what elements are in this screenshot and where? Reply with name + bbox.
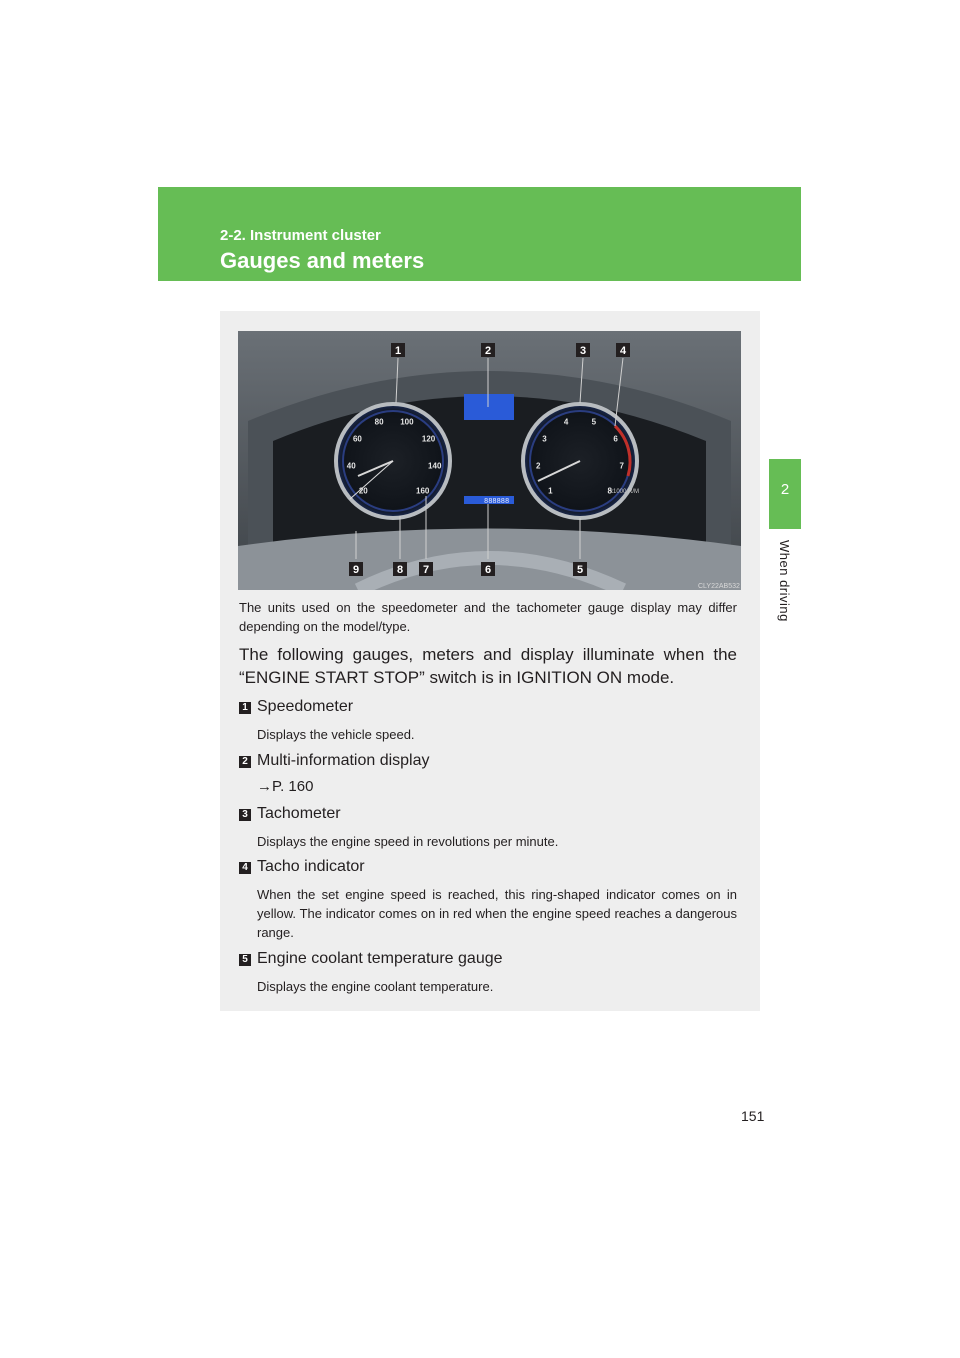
item-description: Displays the engine coolant temperature. [257, 979, 494, 994]
image-code: CLY22AB532 [698, 583, 740, 590]
tachometer-tick-label: 7 [619, 461, 624, 471]
speedometer-tick-label: 60 [352, 434, 362, 444]
page-number: 151 [741, 1108, 765, 1124]
instrument-cluster-figure [238, 331, 741, 590]
item-number-marker: 1 [239, 702, 251, 714]
tachometer-tick-label: 6 [613, 434, 618, 444]
odometer-readout: 888888 [484, 498, 510, 506]
item-label: Tacho indicator [257, 858, 365, 875]
item-description: When the set engine speed is reached, this ring-shaped indicator comes on in yellow. The indicator comes on in red when the engine speed reaches a dangerous range. [257, 887, 737, 940]
callout-number: 1 [394, 345, 402, 357]
speedometer-tick-label: 100 [400, 417, 414, 427]
callout-number: 7 [422, 564, 430, 576]
intro-paragraph: The following gauges, meters and display illuminate when the “ENGINE START STOP” switch is in IGNITION ON mode. [239, 645, 737, 687]
item-label: Speedometer [257, 698, 354, 715]
item-number-marker: 2 [239, 756, 251, 768]
item-number-marker: 5 [239, 954, 251, 966]
section-title: 2-2. Instrument cluster [220, 227, 381, 244]
tachometer-tick-label: 8 [607, 486, 612, 496]
callout-number: 4 [619, 345, 627, 357]
callout-number: 5 [576, 564, 584, 576]
callout-number: 3 [579, 345, 587, 357]
page-title: Gauges and meters [220, 248, 425, 273]
item-number-marker: 3 [239, 809, 251, 821]
callout-number: 9 [352, 564, 360, 576]
speedometer-tick-label: 140 [428, 461, 442, 471]
speedometer-tick-label: 120 [421, 434, 436, 444]
item-label: Engine coolant temperature gauge [257, 950, 503, 967]
callout-number: 8 [396, 564, 404, 576]
tachometer-tick-label: 1 [548, 486, 553, 496]
item-label: Tachometer [257, 805, 341, 822]
item-description: Displays the vehicle speed. [257, 727, 415, 742]
speedometer-tick-label: 160 [416, 486, 430, 496]
item-number-marker: 4 [239, 862, 251, 874]
tachometer-tick-label: 3 [542, 434, 547, 444]
chapter-header [158, 187, 801, 281]
item-description: Displays the engine speed in revolutions per minute. [257, 834, 559, 849]
page-reference-link[interactable]: →P. 160 [257, 778, 314, 795]
callout-number: 6 [484, 564, 492, 576]
tachometer-tick-label: 5 [591, 417, 597, 427]
chapter-label: When driving [777, 540, 792, 622]
units-note: The units used on the speedometer and the tachometer gauge display may differ depending on the model/type. [239, 600, 737, 634]
chapter-number: 2 [780, 481, 790, 498]
speedometer-tick-label: 20 [358, 486, 368, 496]
rpm-unit-label: x1000 R/M [610, 489, 640, 495]
callout-number: 2 [484, 345, 492, 357]
multi-information-display [464, 394, 514, 420]
tachometer-tick-label: 4 [563, 417, 569, 427]
cluster-illustration [238, 331, 741, 590]
speedometer-tick-label: 80 [374, 417, 384, 427]
speedometer-tick-label: 40 [346, 461, 356, 471]
chapter-tab [769, 459, 801, 529]
item-label: Multi-information display [257, 752, 430, 769]
tachometer-tick-label: 2 [536, 461, 541, 471]
